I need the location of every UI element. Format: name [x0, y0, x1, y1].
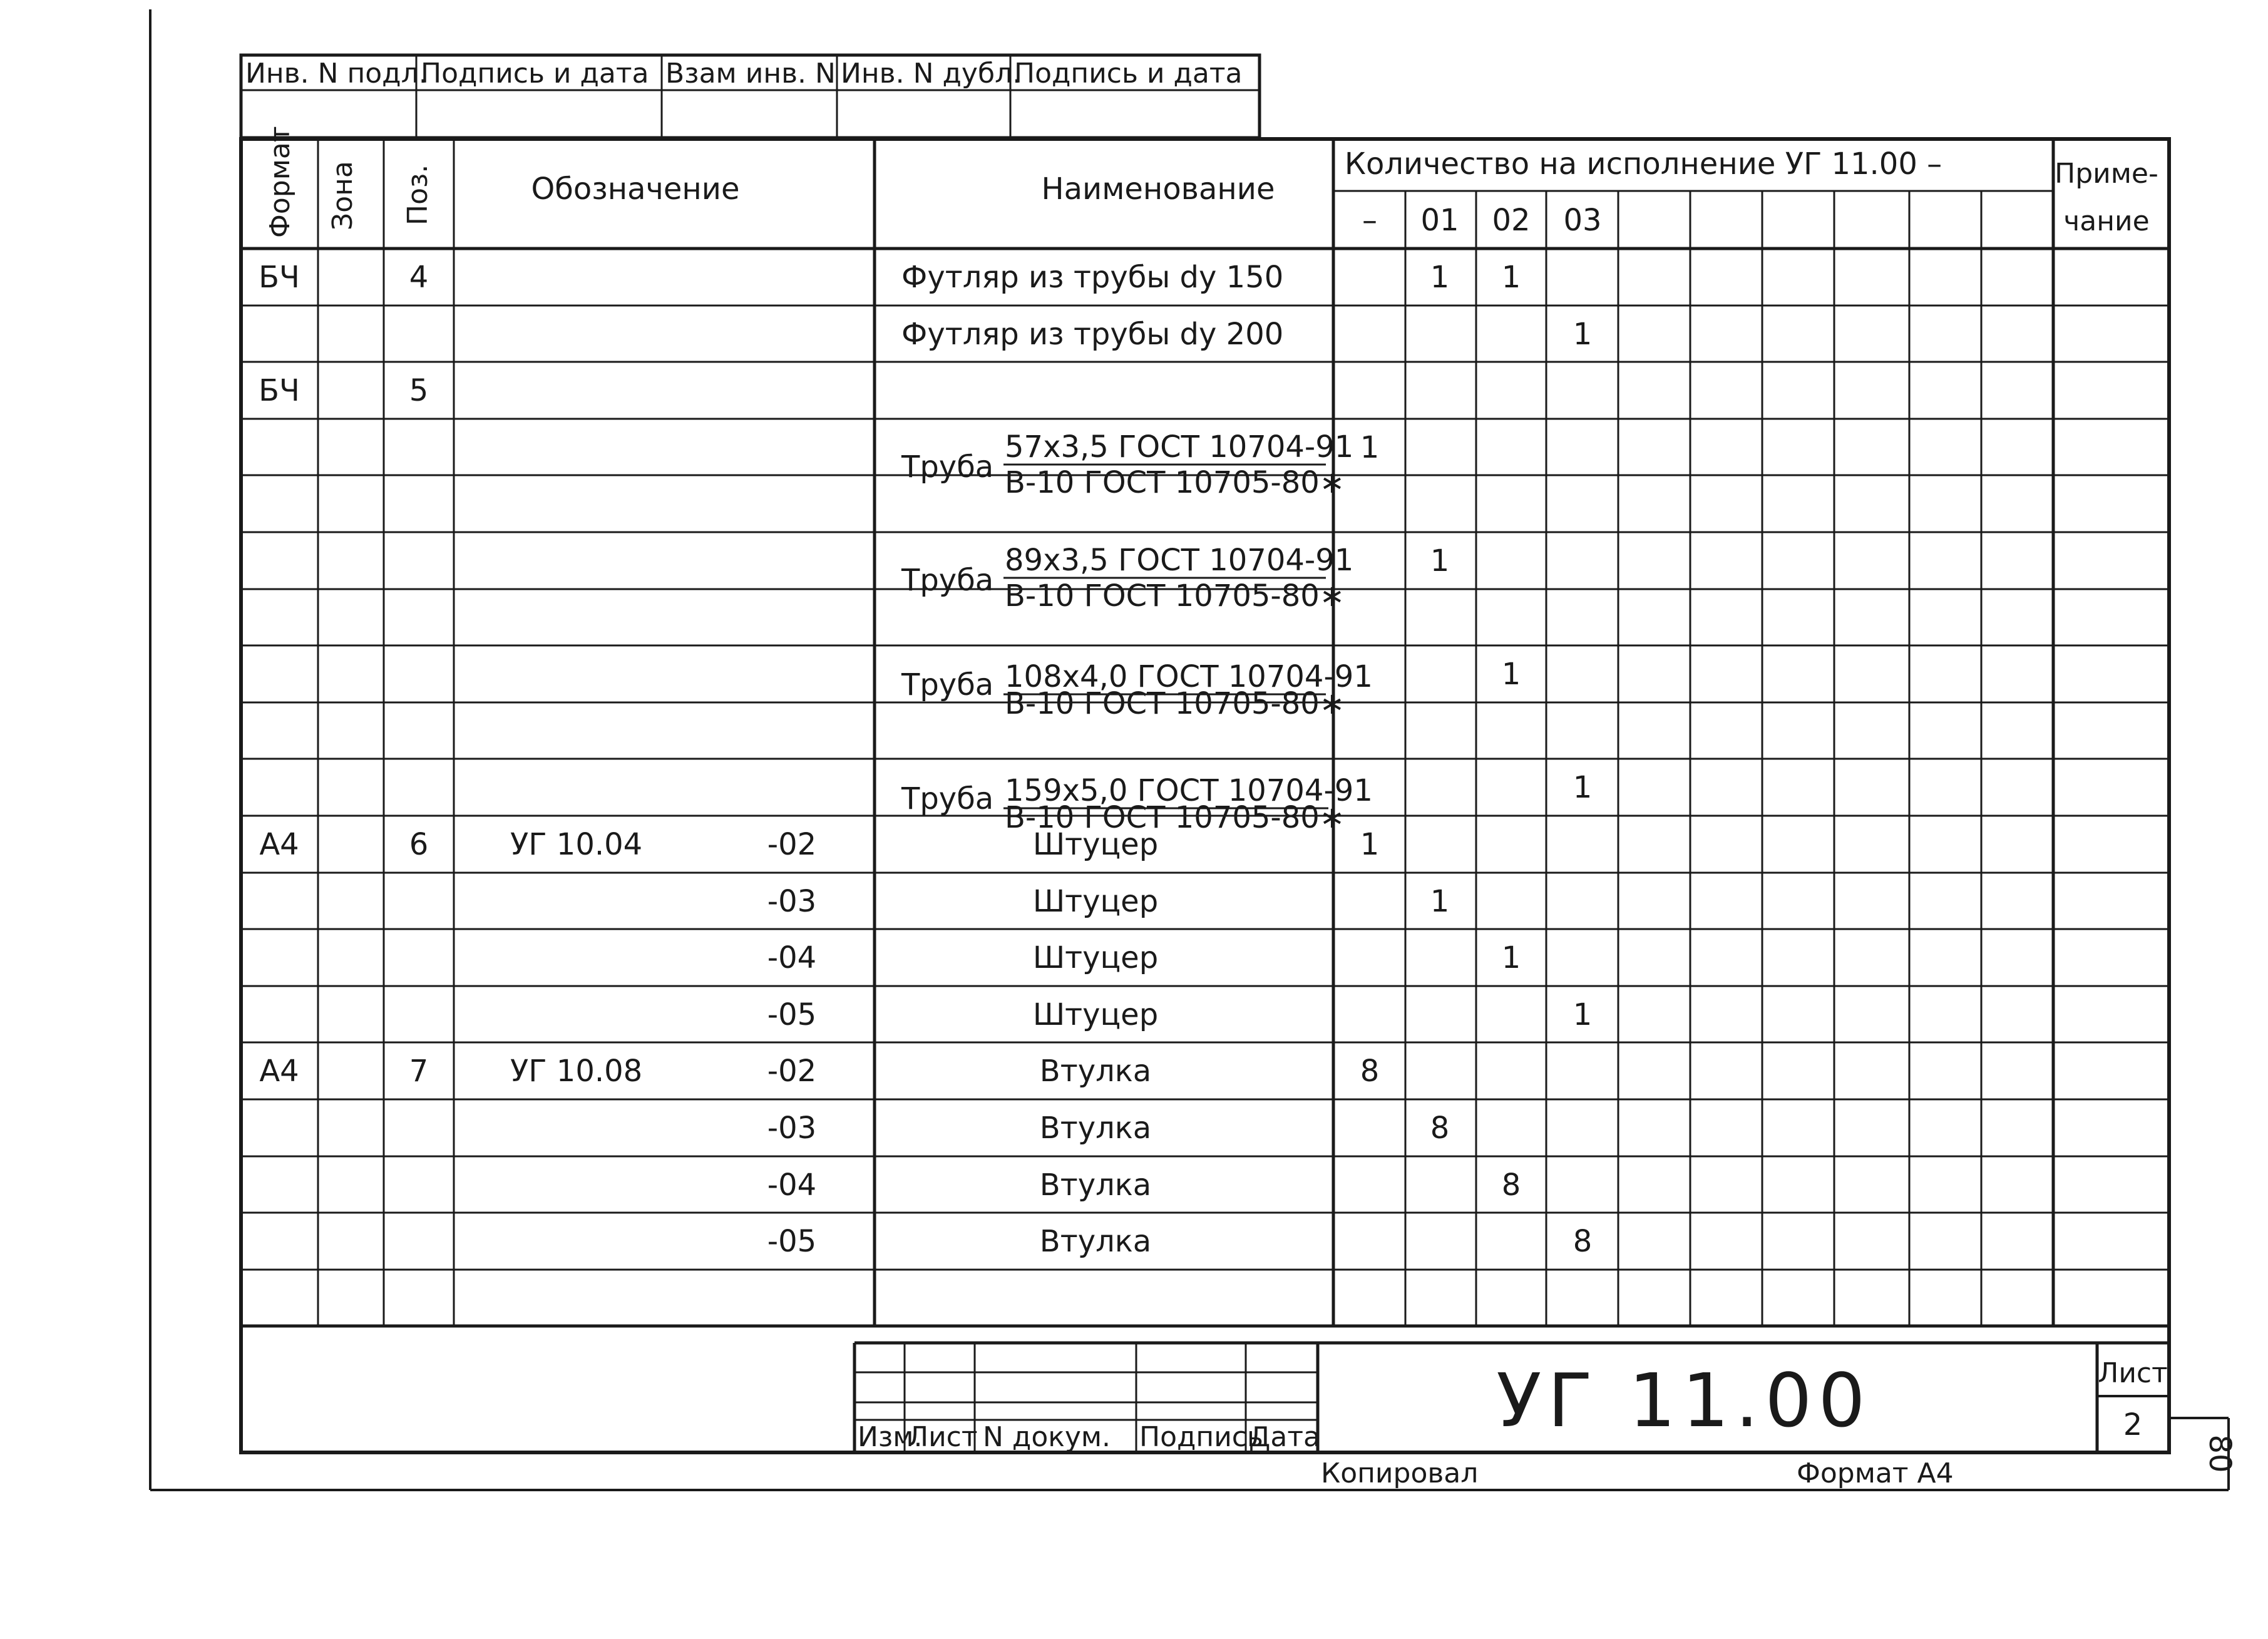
cell-designation-suffix: -05: [767, 1224, 817, 1259]
pipe-entry: [901, 773, 1373, 835]
sheet-number: 2: [2123, 1407, 2143, 1442]
cell-quantity-q02: 1: [1501, 260, 1521, 295]
cell-quantity-qdash: 1: [1360, 430, 1380, 465]
header-qty-dash: –: [1362, 203, 1377, 238]
pipe-material-standard: В-10 ГОСТ 10705-80∗: [1005, 578, 1345, 614]
cell-designation: УГ 10.08: [510, 1054, 643, 1089]
cell-name: Штуцер: [1032, 884, 1159, 919]
cell-quantity-q02: 1: [1501, 657, 1521, 692]
cell-designation-suffix: -02: [767, 1054, 817, 1089]
cell-position: 5: [409, 373, 429, 408]
pipe-word: Труба: [901, 563, 994, 598]
header-zone: Зона: [327, 161, 359, 230]
approval-stamp: [241, 55, 1260, 138]
cell-quantity-q03: 1: [1573, 317, 1593, 352]
cell-designation-suffix: -03: [767, 884, 817, 919]
header-designation: Обозначение: [531, 172, 740, 207]
pipe-size-standard: 108х4,0 ГОСТ 10704-91: [1005, 659, 1373, 694]
cell-designation-suffix: -03: [767, 1111, 817, 1146]
header-name: Наименование: [1041, 172, 1275, 207]
spec-table: [241, 126, 2169, 1452]
cell-name: Втулка: [1039, 1224, 1152, 1259]
sheet-frame: [150, 9, 2229, 1490]
stamp-header-signature-date: Подпись и дата: [421, 58, 649, 90]
cell-name: Штуцер: [1032, 827, 1159, 862]
stamp-header-inv-orig: Инв. N подл.: [245, 58, 428, 90]
pipe-material-standard: В-10 ГОСТ 10705-80∗: [1005, 800, 1345, 835]
pipe-word: Труба: [901, 667, 994, 702]
cell-name: Штуцер: [1032, 997, 1159, 1032]
cell-name: Штуцер: [1032, 940, 1159, 975]
stamp-header-replace-inv: Взам инв. N: [665, 58, 836, 90]
cell-designation: УГ 10.04: [510, 827, 643, 862]
cell-format: БЧ: [259, 373, 300, 408]
pipe-size-standard: 89х3,5 ГОСТ 10704-91: [1005, 543, 1354, 578]
cell-name: Втулка: [1039, 1168, 1152, 1203]
cell-quantity-q03: 8: [1573, 1224, 1593, 1259]
cell-designation-suffix: -04: [767, 940, 817, 975]
pipe-entry: [901, 429, 1353, 500]
header-quantity-title: Количество на исполнение УГ 11.00 –: [1344, 146, 1942, 182]
pipe-word: Труба: [901, 781, 994, 816]
cell-designation-suffix: -02: [767, 827, 817, 862]
pipe-word: Труба: [901, 450, 994, 485]
tb-label-date: Дата: [1249, 1421, 1320, 1453]
header-format: Формат: [264, 126, 296, 238]
tb-label-signature: Подпись: [1139, 1421, 1263, 1453]
pipe-material-standard: В-10 ГОСТ 10705-80∗: [1005, 465, 1345, 500]
pipe-size-standard: 159х5,0 ГОСТ 10704-91: [1005, 773, 1373, 808]
cell-name: Футляр из трубы dy 200: [901, 317, 1284, 352]
tb-label-sheet: Лист: [908, 1421, 978, 1453]
cell-quantity-qdash: 8: [1360, 1054, 1380, 1089]
cell-quantity-q03: 1: [1573, 770, 1593, 805]
page-number: 80: [2202, 1434, 2237, 1473]
tb-label-change: Изм.: [858, 1421, 923, 1453]
pipe-material-standard: В-10 ГОСТ 10705-80∗: [1005, 686, 1345, 721]
cell-quantity-q03: 1: [1573, 997, 1593, 1032]
cell-designation-suffix: -04: [767, 1168, 817, 1203]
cell-quantity-q01: 1: [1430, 543, 1450, 578]
header-note-line1: Приме-: [2055, 158, 2158, 190]
header-qty-02: 02: [1492, 203, 1531, 238]
cell-quantity-q02: 8: [1501, 1168, 1521, 1203]
header-position: Поз.: [402, 164, 434, 225]
sheet-label: Лист: [2098, 1357, 2168, 1389]
cell-name: Футляр из трубы dy 150: [901, 260, 1284, 295]
cell-quantity-q01: 1: [1430, 884, 1450, 919]
cell-quantity-q02: 1: [1501, 940, 1521, 975]
title-block: [241, 1326, 2169, 1453]
cell-format: А4: [259, 1054, 299, 1089]
cell-position: 7: [409, 1054, 429, 1089]
pipe-size-standard: 57х3,5 ГОСТ 10704-91: [1005, 429, 1354, 465]
cell-quantity-q01: 8: [1430, 1111, 1450, 1146]
document-designation: УГ 11.00: [1496, 1357, 1872, 1444]
cell-format: А4: [259, 827, 299, 862]
footer-format: Формат А4: [1797, 1457, 1954, 1489]
pipe-entry: [901, 659, 1373, 721]
cell-designation-suffix: -05: [767, 997, 817, 1032]
cell-format: БЧ: [259, 260, 300, 295]
header-qty-03: 03: [1563, 203, 1602, 238]
header-qty-01: 01: [1420, 203, 1459, 238]
tb-label-doc-number: N докум.: [983, 1421, 1111, 1453]
stamp-header-inv-dup: Инв. N дубл.: [841, 58, 1022, 90]
cell-name: Втулка: [1039, 1111, 1152, 1146]
cell-quantity-q01: 1: [1430, 260, 1450, 295]
stamp-header-signature-date-2: Подпись и дата: [1014, 58, 1243, 90]
footer-copied: Копировал: [1321, 1457, 1479, 1489]
pipe-entry: [901, 543, 1353, 614]
cell-position: 4: [409, 260, 429, 295]
cell-name: Втулка: [1039, 1054, 1152, 1089]
cell-quantity-qdash: 1: [1360, 827, 1380, 862]
cell-position: 6: [409, 827, 429, 862]
table-row-lines: [241, 191, 2169, 1270]
header-note-line2: чание: [2063, 205, 2150, 237]
